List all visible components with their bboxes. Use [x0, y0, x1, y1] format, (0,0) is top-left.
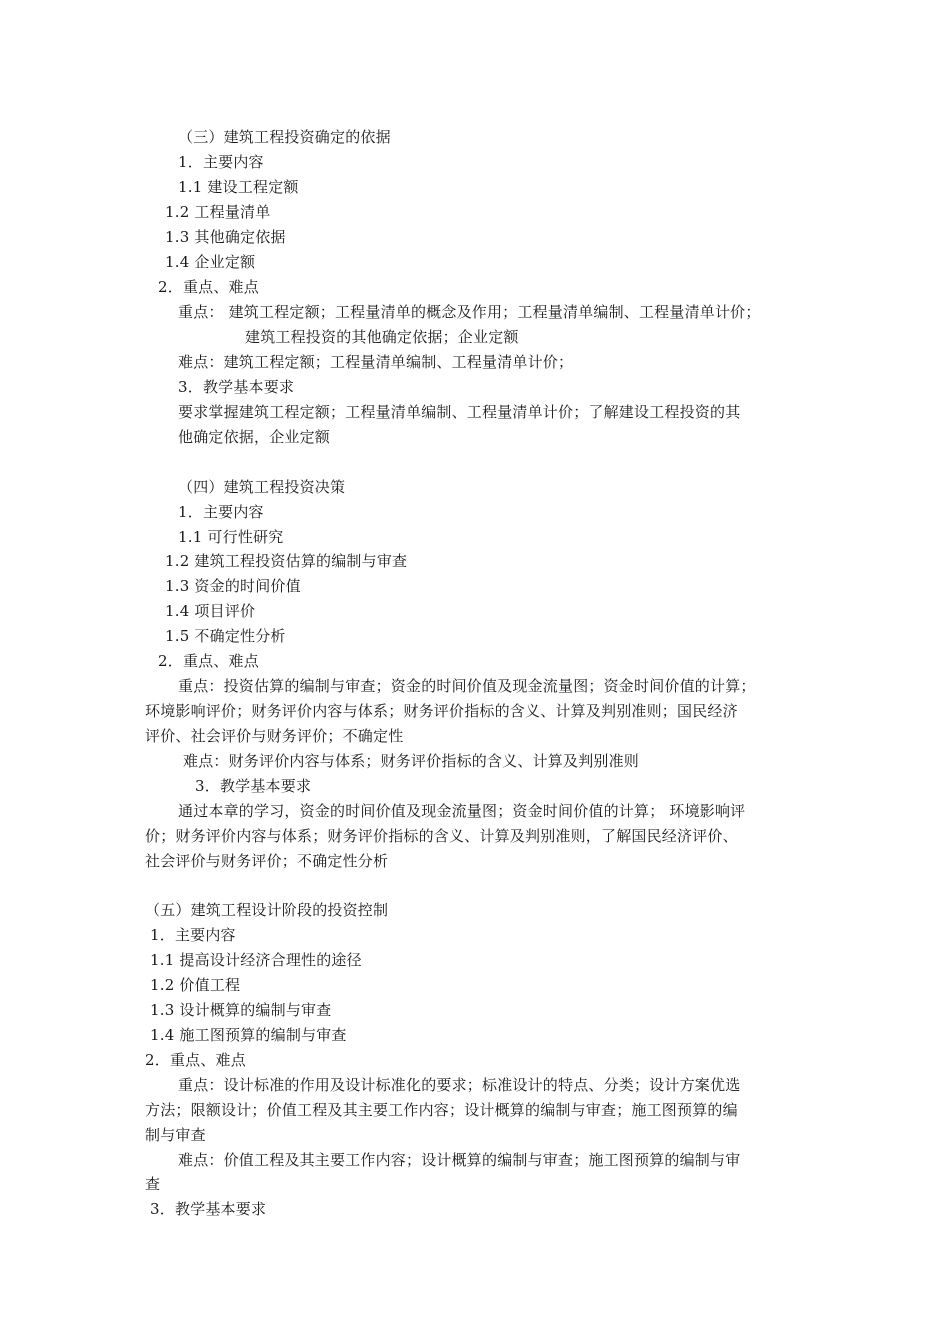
section-3-key-points-heading: 2．重点、难点	[158, 278, 259, 296]
section-3-requirements-continued: 他确定依据，企业定额	[178, 428, 331, 446]
section-3-main-content-heading: 1．主要内容	[178, 153, 264, 171]
section-4-key-points-continued: 评价、社会评价与财务评价；不确定性	[145, 727, 404, 745]
section-4-difficulties: 难点：财务评价内容与体系；财务评价指标的含义、计算及判别准则	[183, 752, 640, 770]
section-3-item: 1.1 建设工程定额	[178, 178, 299, 196]
section-4-item: 1.2 建筑工程投资估算的编制与审查	[165, 552, 408, 570]
section-5-item: 1.4 施工图预算的编制与审查	[150, 1026, 347, 1044]
section-5-requirements-heading: 3．教学基本要求	[150, 1200, 267, 1218]
section-4-main-content-heading: 1．主要内容	[178, 503, 264, 521]
section-4-requirements-heading: 3．教学基本要求	[195, 777, 312, 795]
section-3-item: 1.2 工程量清单	[165, 203, 271, 221]
section-5-key-points-continued: 制与审查	[145, 1126, 206, 1144]
section-4-requirements-continued: 价；财务评价内容与体系；财务评价指标的含义、计算及判别准则，了解国民经济评价、	[145, 827, 738, 845]
section-4-requirements: 通过本章的学习，资金的时间价值及现金流量图；资金时间价值的计算； 环境影响评	[178, 802, 746, 820]
section-4-key-points: 重点：投资估算的编制与审查；资金的时间价值及现金流量图；资金时间价值的计算；	[178, 677, 756, 695]
section-5-key-points-heading: 2．重点、难点	[145, 1051, 246, 1069]
section-3-requirements-heading: 3．教学基本要求	[178, 378, 295, 396]
section-4-item: 1.5 不确定性分析	[165, 627, 286, 645]
section-5-key-points-continued: 方法；限额设计；价值工程及其主要工作内容；设计概算的编制与审查；施工图预算的编	[145, 1101, 738, 1119]
section-3-item: 1.3 其他确定依据	[165, 228, 286, 246]
section-5-key-points: 重点：设计标准的作用及设计标准化的要求；标准设计的特点、分类；设计方案优选	[178, 1076, 741, 1094]
section-5-difficulties-continued: 查	[145, 1175, 161, 1193]
section-4-key-points-heading: 2．重点、难点	[158, 652, 259, 670]
section-5-item: 1.1 提高设计经济合理性的途径	[150, 951, 362, 969]
section-4-requirements-continued: 社会评价与财务评价；不确定性分析	[145, 852, 389, 870]
section-5-title: （五）建筑工程设计阶段的投资控制	[145, 901, 389, 919]
section-3-item: 1.4 企业定额	[165, 253, 256, 271]
section-4-title: （四）建筑工程投资决策	[178, 478, 346, 496]
section-3-key-points-continued: 建筑工程投资的其他确定依据；企业定额	[245, 328, 519, 346]
section-5-item: 1.3 设计概算的编制与审查	[150, 1001, 332, 1019]
section-3-difficulties: 难点：建筑工程定额；工程量清单编制、工程量清单计价；	[178, 353, 574, 371]
section-3-requirements: 要求掌握建筑工程定额；工程量清单编制、工程量清单计价；了解建设工程投资的其	[178, 403, 741, 421]
section-5-difficulties: 难点：价值工程及其主要工作内容；设计概算的编制与审查；施工图预算的编制与审	[178, 1151, 741, 1169]
section-4-item: 1.4 项目评价	[165, 602, 256, 620]
section-5-main-content-heading: 1．主要内容	[150, 926, 236, 944]
section-4-key-points-continued: 环境影响评价；财务评价内容与体系；财务评价指标的含义、计算及判别准则；国民经济	[145, 702, 738, 720]
section-3-key-points: 重点： 建筑工程定额；工程量清单的概念及作用；工程量清单编制、工程量清单计价；	[178, 303, 761, 321]
section-3-title: （三）建筑工程投资确定的依据	[178, 128, 391, 146]
section-4-item: 1.1 可行性研究	[178, 528, 284, 546]
section-4-item: 1.3 资金的时间价值	[165, 577, 301, 595]
section-5-item: 1.2 价值工程	[150, 976, 241, 994]
